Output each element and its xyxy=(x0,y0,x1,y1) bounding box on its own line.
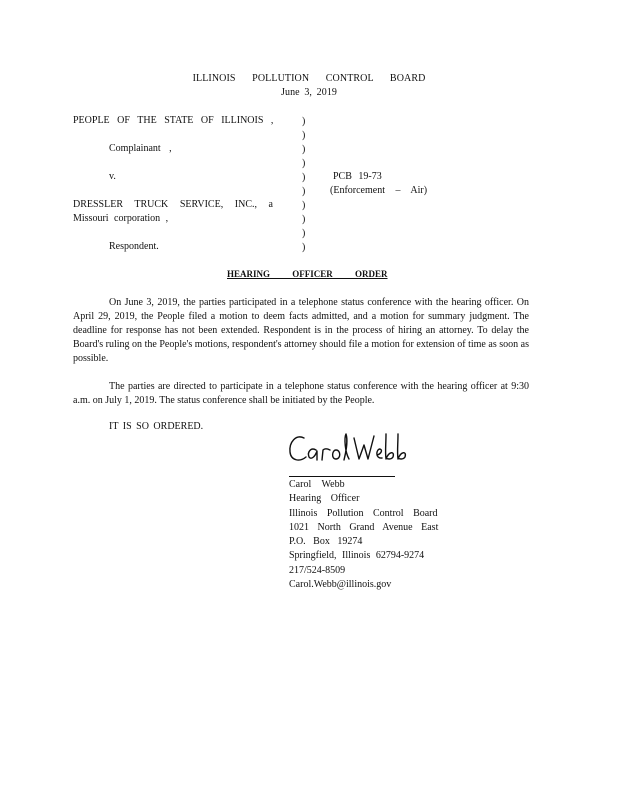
respondent-line-1: DRESSLER TRUCK SERVICE, INC., a xyxy=(73,199,273,210)
signer-organization: Illinois Pollution Control Board xyxy=(289,507,438,519)
signer-phone: 217/524-8509 xyxy=(289,564,346,576)
closing-statement: IT IS SO ORDERED. xyxy=(109,421,204,432)
caption-bracket: ) ) ) ) ) ) ) ) ) ) xyxy=(302,116,306,253)
signer-name: Carol Webb xyxy=(289,479,345,490)
signer-city: Springfield, Illinois 62794-9274 xyxy=(289,550,425,562)
respondent-role: Respondent. xyxy=(109,241,159,252)
case-type: (Enforcement – Air) xyxy=(330,185,428,196)
board-title: ILLINOIS POLLUTION CONTROL BOARD xyxy=(192,73,426,84)
complainant-name: PEOPLE OF THE STATE OF ILLINOIS , xyxy=(73,115,274,126)
case-number: PCB 19-73 xyxy=(333,171,382,182)
complainant-role: Complainant , xyxy=(109,143,172,154)
paragraph-1 xyxy=(73,296,529,366)
signer-title: Hearing Officer xyxy=(289,493,360,505)
order-heading: HEARING OFFICER ORDER xyxy=(227,269,388,279)
paragraph-2 xyxy=(73,380,529,408)
respondent-line-2: Missouri corporation , xyxy=(73,213,169,224)
paragraph-1-text: On June 3, 2019, the parties participated in a telephone status conference with the hearing officer. On April 29, 2019, the People filed a motion to deem facts admitted, and a motion for summary judgment. The deadline for response has not been extended. Respondent is in the process of hiring an attorney. To delay the Board's ruling on the People's motions, respondent's attorney should file a motion for extension of time as soon as possible. xyxy=(73,297,529,364)
versus: v. xyxy=(109,171,116,182)
order-date: June 3, 2019 xyxy=(280,87,338,98)
signature-line xyxy=(289,476,395,477)
signer-email-link[interactable]: Carol.Webb@illinois.gov xyxy=(289,579,392,591)
signer-street: 1021 North Grand Avenue East xyxy=(289,521,439,533)
signer-po-box: P.O. Box 19274 xyxy=(289,536,363,548)
handwritten-signature xyxy=(286,430,416,470)
signature-block xyxy=(289,478,438,592)
paragraph-2-text: The parties are directed to participate in a telephone status conference with the hearing officer at 9:30 a.m. on July 1, 2019. The status conference shall be initiated by the People. xyxy=(73,381,529,406)
